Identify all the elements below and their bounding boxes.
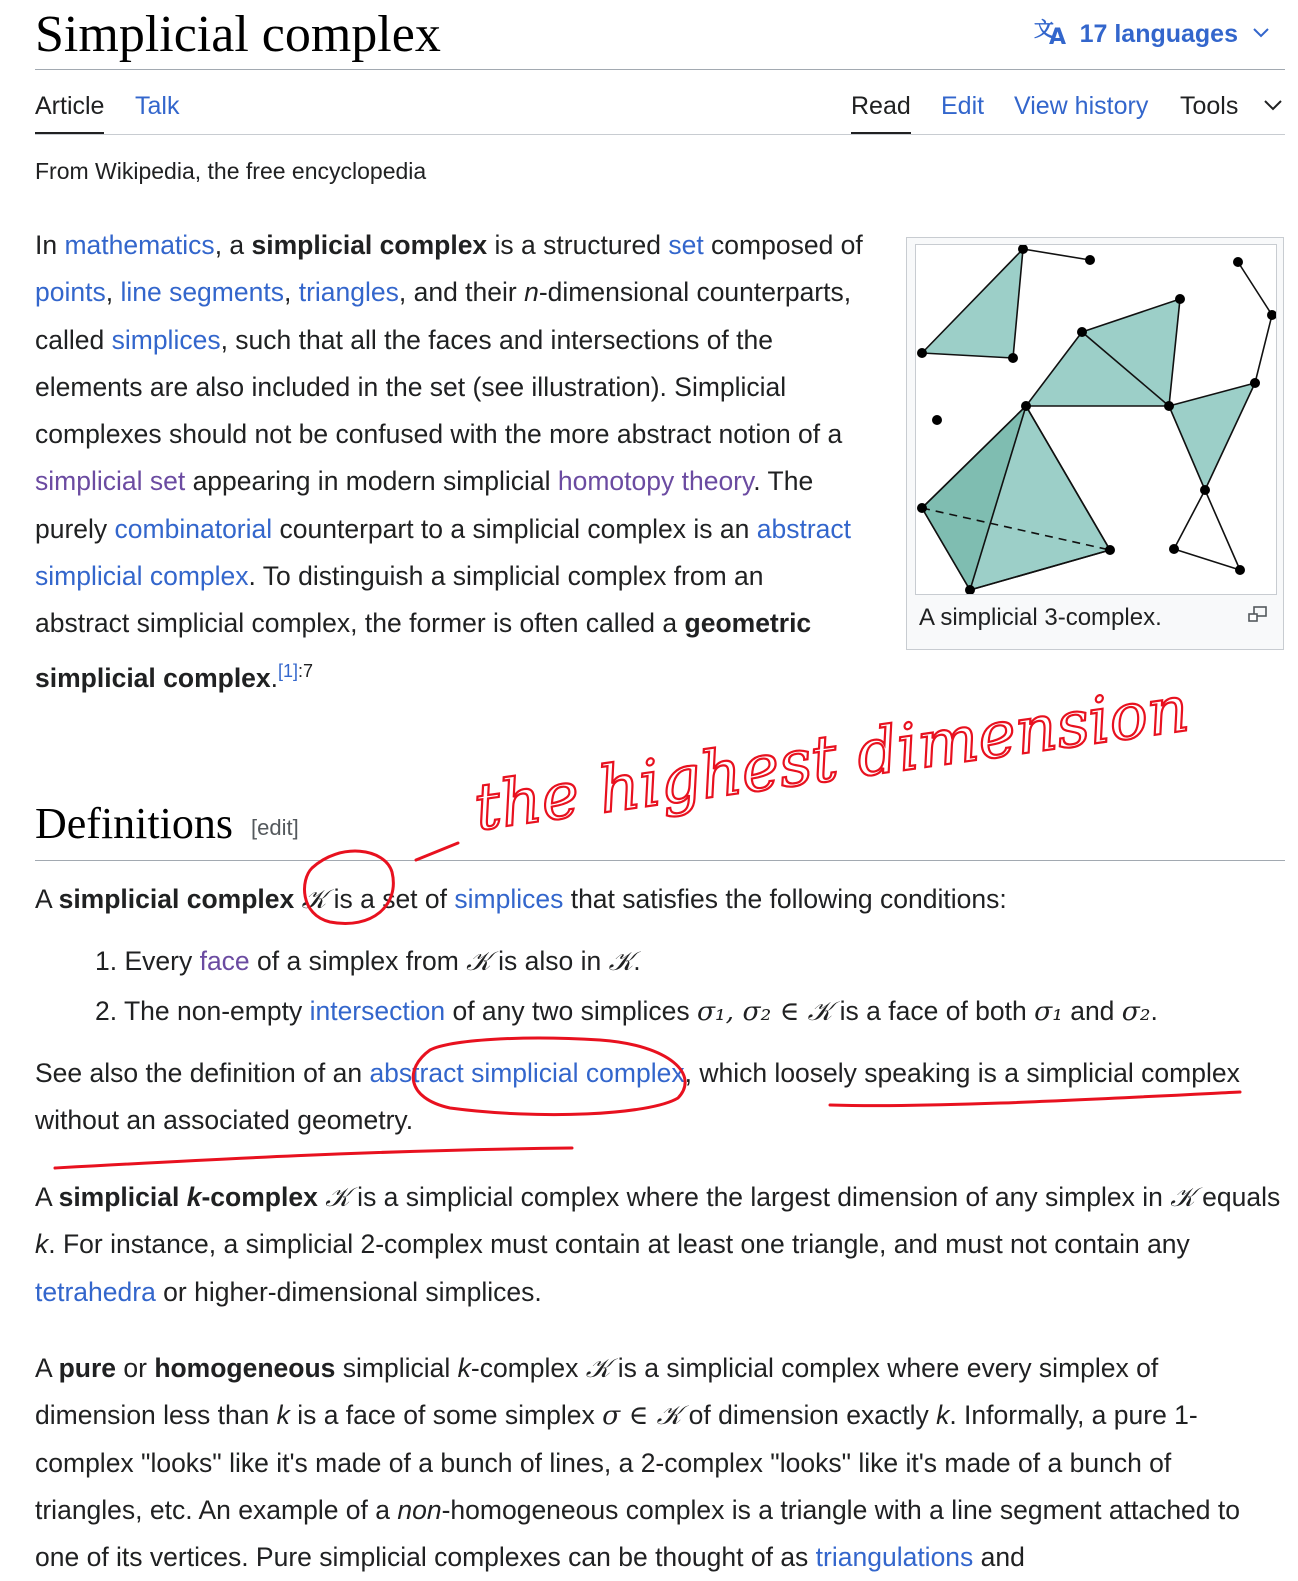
tab-read[interactable]: Read [851, 92, 911, 135]
k-complex-paragraph: A simplicial k-complex 𝒦 is a simplicial complex where the largest dimension of any simplex in 𝒦 equals k. For instance, a simplicial 2-complex must contain at least one triangle, and must not contain any tetrahedra or higher-dimensional simplices. [35, 1182, 1281, 1307]
link-combinatorial[interactable]: combinatorial [114, 513, 273, 544]
list-item: 2. The non-empty intersection of any two simplices σ₁, σ₂ ∈ 𝒦 is a face of both σ₁ and σ₂. [95, 996, 1158, 1027]
tabs-divider [35, 134, 1285, 135]
chevron-down-icon [1248, 20, 1274, 49]
tools-chevron-icon[interactable] [1261, 94, 1285, 123]
link-simplicial-set[interactable]: simplicial set [35, 466, 186, 497]
svg-text:文: 文 [1033, 16, 1054, 41]
link-line-segments[interactable]: line segments [120, 277, 284, 308]
see-also-paragraph: See also the definition of an abstract simplicial complex, which loosely speaking is a simplicial complex without an associated geometry. [35, 1058, 1240, 1136]
link-abstract-simplicial-complex[interactable]: abstract simplicial complex [35, 513, 851, 592]
simplicial-complex-illustration[interactable] [915, 244, 1277, 595]
tab-tools[interactable]: Tools [1180, 92, 1239, 120]
link-abstract-simplicial-complex-2[interactable]: abstract simplicial complex [369, 1058, 685, 1088]
link-face[interactable]: face [199, 946, 250, 976]
reference-1[interactable]: [1] [278, 660, 299, 681]
page-tabs [35, 88, 1285, 136]
handwritten-note: the highest dimension [469, 672, 1194, 846]
figure-box [906, 237, 1284, 650]
edit-section-link[interactable]: [edit] [250, 814, 299, 840]
tagline: From Wikipedia, the free encyclopedia [35, 158, 427, 184]
link-intersection[interactable]: intersection [309, 996, 446, 1026]
title-divider [35, 69, 1285, 70]
language-count: 17 languages [1079, 19, 1238, 48]
link-simplices[interactable]: simplices [111, 324, 221, 355]
enlarge-icon[interactable] [1247, 606, 1269, 629]
link-mathematics[interactable]: mathematics [64, 230, 215, 260]
ink-dash [416, 843, 458, 860]
link-tetrahedra[interactable]: tetrahedra [35, 1276, 156, 1307]
svg-text:A: A [1048, 24, 1066, 46]
link-simplices-2[interactable]: simplices [454, 884, 564, 914]
ink-underline-geometry [55, 1148, 572, 1168]
translate-icon [1034, 16, 1070, 53]
page-title: Simplicial complex [35, 6, 441, 63]
lead-paragraph: In mathematics, a simplicial complex is a structured set composed of points, line segments, triangles, and their n-dimensional counterparts, called simplices, such that all the faces and intersections of the elements are also included in the set (see illustration). Simplicial complexes should not be confused with the more abstract notion of a simplicial set appearing in modern simplicial homotopy theory. The purely combinatorial counterpart to a simplicial complex is an abstract simplicial complex. To distinguish a simplicial complex from an abstract simplicial complex, the former is often called a geometric simplicial complex.$^{[1]:7}$ [35, 230, 863, 693]
tab-talk[interactable]: Talk [135, 92, 180, 120]
link-triangulations[interactable]: triangulations [815, 1542, 974, 1573]
link-triangles[interactable]: triangles [298, 277, 399, 308]
figure-caption: A simplicial 3-complex. [919, 604, 1162, 631]
tab-edit[interactable]: Edit [941, 92, 985, 120]
complex-drawing [916, 245, 1276, 594]
link-set[interactable]: set [668, 230, 704, 260]
link-homotopy-theory[interactable]: homotopy theory [557, 466, 754, 497]
link-points[interactable]: points [35, 277, 106, 308]
list-item: 1. Every face of a simplex from 𝒦 is also in 𝒦. [95, 946, 641, 977]
section-divider [35, 860, 1285, 861]
tab-article[interactable]: Article [35, 92, 104, 135]
pure-complex-paragraph: A pure or homogeneous simplicial k-complex 𝒦 is a simplicial complex where every simplex of dimension less than k is a face of some simplex σ ∈ 𝒦 of dimension exactly k. Informally, a pure 1-complex "looks" like it's made of a bunch of lines, a 2-complex "looks" like it's made of a bunch of triangles, etc. An example of a non-homogeneous complex is a triangle with a line segment attached to one of its vertices. Pure simplicial complexes can be thought of as triangulations and [35, 1353, 1240, 1573]
language-selector[interactable] [1034, 16, 1274, 52]
tab-view-history[interactable]: View history [1014, 92, 1149, 120]
section-heading-definitions: Definitions [edit] [35, 799, 299, 848]
definition-paragraph: A simplicial complex 𝒦 is a set of simplices that satisfies the following conditions: [35, 884, 1007, 915]
